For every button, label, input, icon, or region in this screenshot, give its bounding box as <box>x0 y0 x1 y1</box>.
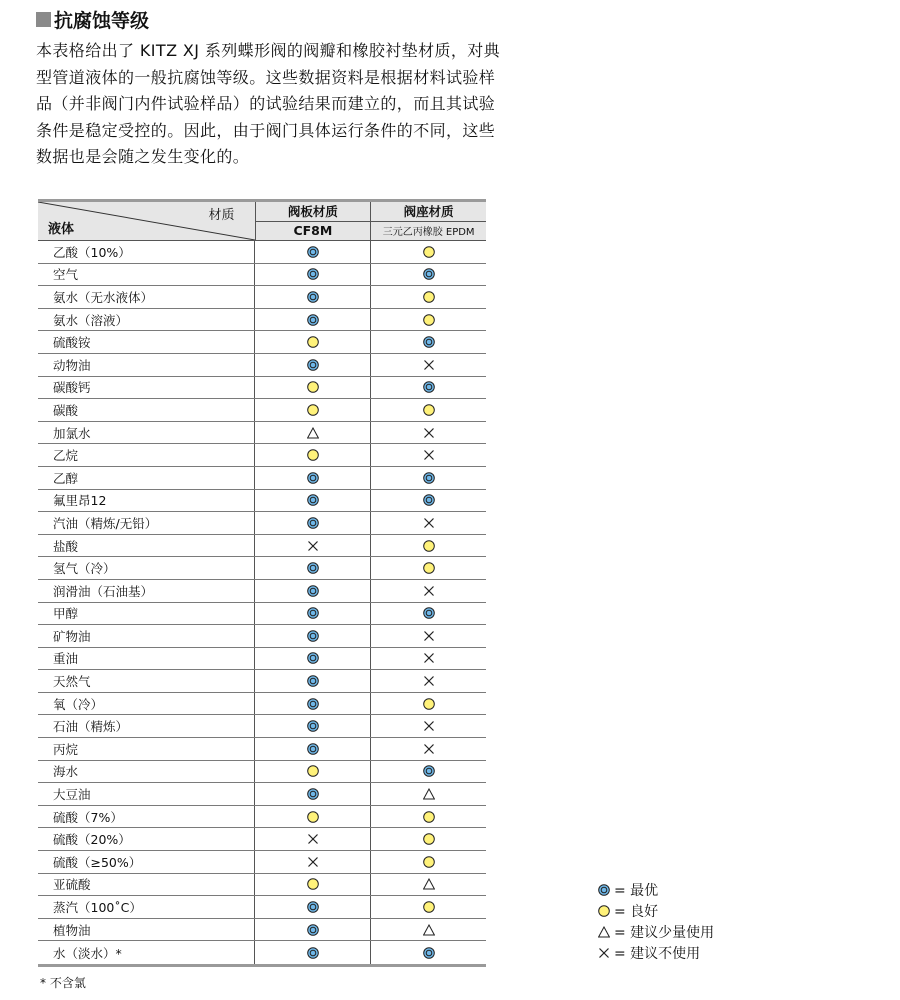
disc-rating-cell <box>255 354 371 376</box>
good-rating-icon <box>307 765 319 777</box>
liquid-name-cell: 蒸汽（100˚C） <box>38 896 255 918</box>
intro-paragraph <box>36 38 616 171</box>
table-row <box>38 557 486 580</box>
liquid-name-cell: 水（淡水）* <box>38 941 255 964</box>
best-rating-icon <box>307 743 319 755</box>
disc-rating-cell <box>255 625 371 647</box>
best-rating-icon <box>307 494 319 506</box>
liquid-name-cell: 甲醇 <box>38 603 255 625</box>
table-row <box>38 354 486 377</box>
disc-rating-cell <box>255 286 371 308</box>
good-rating-icon <box>423 562 435 574</box>
disc-rating-cell <box>255 941 371 964</box>
liquid-name-cell: 丙烷 <box>38 738 255 760</box>
disc-rating-cell <box>255 490 371 512</box>
table-header <box>38 202 486 241</box>
seat-rating-cell <box>371 286 486 308</box>
best-rating-icon <box>307 291 319 303</box>
best-rating-icon <box>307 268 319 280</box>
best-rating-icon <box>307 585 319 597</box>
seat-rating-cell <box>371 444 486 466</box>
not-recommended-icon <box>423 720 435 732</box>
disc-rating-cell <box>255 693 371 715</box>
seat-rating-cell <box>371 377 486 399</box>
best-rating-icon <box>307 720 319 732</box>
good-rating-icon <box>423 856 435 868</box>
intro-line: 品（并非阀门内件试验样品）的试验结果而建立的，而且其试验 <box>36 94 496 113</box>
good-rating-icon <box>307 404 319 416</box>
liquid-name-cell: 硫酸铵 <box>38 331 255 353</box>
liquid-name-cell: 乙烷 <box>38 444 255 466</box>
liquid-name-cell: 润滑油（石油基） <box>38 580 255 602</box>
best-rating-icon <box>307 607 319 619</box>
best-rating-icon <box>598 884 610 896</box>
table-row <box>38 715 486 738</box>
header-corner-cell <box>38 202 256 240</box>
liquid-name-cell: 亚硫酸 <box>38 874 255 896</box>
table-row <box>38 919 486 942</box>
intro-line: 数据也是会随之发生变化的。 <box>36 147 250 166</box>
section-title <box>36 6 149 33</box>
header-seat-column <box>371 202 486 240</box>
seat-rating-cell <box>371 580 486 602</box>
good-rating-icon <box>307 449 319 461</box>
table-row <box>38 422 486 445</box>
seat-rating-cell <box>371 603 486 625</box>
good-rating-icon <box>307 811 319 823</box>
table-row <box>38 535 486 558</box>
seat-rating-cell <box>371 422 486 444</box>
liquid-name-cell: 大豆油 <box>38 783 255 805</box>
limited-rating-icon <box>423 788 435 800</box>
disc-rating-cell <box>255 738 371 760</box>
good-rating-icon <box>307 336 319 348</box>
best-rating-icon <box>307 947 319 959</box>
liquid-name-cell: 氨水（无水液体） <box>38 286 255 308</box>
seat-rating-cell <box>371 354 486 376</box>
liquid-name-cell: 氢气（冷） <box>38 557 255 579</box>
table-row <box>38 580 486 603</box>
seat-rating-cell <box>371 806 486 828</box>
seat-rating-cell <box>371 241 486 263</box>
table-row <box>38 603 486 626</box>
best-rating-icon <box>423 472 435 484</box>
table-row <box>38 444 486 467</box>
intro-line: 本表格给出了 KITZ XJ 系列蝶形阀的阀瓣和橡胶衬垫材质，对典 <box>36 41 501 60</box>
header-seat-title: 阀座材质 <box>371 202 486 222</box>
table-row <box>38 377 486 400</box>
header-disc-sub: CF8M <box>293 223 333 239</box>
table-row <box>38 738 486 761</box>
not-recommended-icon <box>598 947 610 959</box>
disc-rating-cell <box>255 535 371 557</box>
seat-rating-cell <box>371 738 486 760</box>
disc-rating-cell <box>255 512 371 534</box>
intro-line: 型管道液体的一般抗腐蚀等级。这些数据资料是根据材料试验样 <box>36 67 496 87</box>
good-rating-icon <box>423 314 435 326</box>
liquid-name-cell: 硫酸（20%） <box>38 828 255 850</box>
best-rating-icon <box>423 268 435 280</box>
not-recommended-icon <box>423 585 435 597</box>
seat-rating-cell <box>371 919 486 941</box>
not-recommended-icon <box>423 630 435 642</box>
liquid-name-cell: 乙醇 <box>38 467 255 489</box>
disc-rating-cell <box>255 896 371 918</box>
good-rating-icon <box>423 404 435 416</box>
table-row <box>38 874 486 897</box>
disc-rating-cell <box>255 806 371 828</box>
liquid-name-cell: 氧（冷） <box>38 693 255 715</box>
table-row <box>38 399 486 422</box>
seat-rating-cell <box>371 761 486 783</box>
table-row <box>38 490 486 513</box>
good-rating-icon <box>423 540 435 552</box>
best-rating-icon <box>307 652 319 664</box>
seat-rating-cell <box>371 535 486 557</box>
liquid-name-cell: 天然气 <box>38 670 255 692</box>
limited-rating-icon <box>423 924 435 936</box>
best-rating-icon <box>307 314 319 326</box>
disc-rating-cell <box>255 670 371 692</box>
seat-rating-cell <box>371 941 486 964</box>
liquid-name-cell: 海水 <box>38 761 255 783</box>
disc-rating-cell <box>255 444 371 466</box>
disc-rating-cell <box>255 828 371 850</box>
disc-rating-cell <box>255 761 371 783</box>
not-recommended-icon <box>423 652 435 664</box>
seat-rating-cell <box>371 693 486 715</box>
table-row <box>38 512 486 535</box>
liquid-name-cell: 空气 <box>38 264 255 286</box>
disc-rating-cell <box>255 331 371 353</box>
table-row <box>38 264 486 287</box>
liquid-name-cell: 盐酸 <box>38 535 255 557</box>
good-rating-icon <box>307 878 319 890</box>
not-recommended-icon <box>423 449 435 461</box>
seat-rating-cell <box>371 896 486 918</box>
good-rating-icon <box>423 811 435 823</box>
best-rating-icon <box>307 517 319 529</box>
square-bullet-icon <box>36 12 51 27</box>
best-rating-icon <box>423 765 435 777</box>
disc-rating-cell <box>255 715 371 737</box>
best-rating-icon <box>423 336 435 348</box>
table-row <box>38 309 486 332</box>
seat-rating-cell <box>371 490 486 512</box>
seat-rating-cell <box>371 625 486 647</box>
seat-rating-cell <box>371 874 486 896</box>
seat-rating-cell <box>371 828 486 850</box>
not-recommended-icon <box>423 517 435 529</box>
best-rating-icon <box>307 359 319 371</box>
liquid-name-cell: 矿物油 <box>38 625 255 647</box>
legend-label: = 最优 <box>614 882 659 899</box>
table-row <box>38 761 486 784</box>
liquid-name-cell: 植物油 <box>38 919 255 941</box>
not-recommended-icon <box>423 427 435 439</box>
header-material-label: 材质 <box>208 208 235 223</box>
disc-rating-cell <box>255 557 371 579</box>
table-row <box>38 693 486 716</box>
liquid-name-cell: 重油 <box>38 648 255 670</box>
best-rating-icon <box>423 381 435 393</box>
table-row <box>38 648 486 671</box>
intro-line: 条件是稳定受控的。因此，由于阀门具体运行条件的不同，这些 <box>36 120 496 140</box>
table-row <box>38 625 486 648</box>
legend-item <box>598 921 714 942</box>
liquid-name-cell: 乙酸（10%） <box>38 241 255 263</box>
good-rating-icon <box>598 905 610 917</box>
section-title-text: 抗腐蚀等级 <box>54 10 150 32</box>
table-row <box>38 286 486 309</box>
disc-rating-cell <box>255 309 371 331</box>
good-rating-icon <box>423 833 435 845</box>
disc-rating-cell <box>255 874 371 896</box>
legend <box>598 879 714 963</box>
disc-rating-cell <box>255 919 371 941</box>
table-row <box>38 851 486 874</box>
liquid-name-cell: 石油（精炼） <box>38 715 255 737</box>
disc-rating-cell <box>255 648 371 670</box>
not-recommended-icon <box>423 359 435 371</box>
disc-rating-cell <box>255 399 371 421</box>
seat-rating-cell <box>371 264 486 286</box>
best-rating-icon <box>307 562 319 574</box>
table-row <box>38 241 486 264</box>
good-rating-icon <box>423 291 435 303</box>
limited-rating-icon <box>598 926 610 938</box>
legend-label: = 建议不使用 <box>614 945 701 962</box>
limited-rating-icon <box>423 878 435 890</box>
seat-rating-cell <box>371 331 486 353</box>
not-recommended-icon <box>307 540 319 552</box>
disc-rating-cell <box>255 851 371 873</box>
best-rating-icon <box>307 788 319 800</box>
seat-rating-cell <box>371 512 486 534</box>
liquid-name-cell: 硫酸（7%） <box>38 806 255 828</box>
header-disc-title: 阀板材质 <box>256 202 371 222</box>
not-recommended-icon <box>307 856 319 868</box>
disc-rating-cell <box>255 241 371 263</box>
best-rating-icon <box>423 947 435 959</box>
footnote: * 不含氯 <box>40 976 86 990</box>
best-rating-icon <box>307 675 319 687</box>
best-rating-icon <box>423 494 435 506</box>
good-rating-icon <box>423 246 435 258</box>
disc-rating-cell <box>255 580 371 602</box>
liquid-name-cell: 氨水（溶液） <box>38 309 255 331</box>
best-rating-icon <box>307 630 319 642</box>
not-recommended-icon <box>423 675 435 687</box>
not-recommended-icon <box>307 833 319 845</box>
disc-rating-cell <box>255 783 371 805</box>
liquid-name-cell: 动物油 <box>38 354 255 376</box>
corrosion-table <box>38 199 486 967</box>
header-disc-column <box>256 202 372 240</box>
good-rating-icon <box>423 698 435 710</box>
table-row <box>38 467 486 490</box>
best-rating-icon <box>307 698 319 710</box>
seat-rating-cell <box>371 783 486 805</box>
table-row <box>38 806 486 829</box>
not-recommended-icon <box>423 743 435 755</box>
best-rating-icon <box>307 472 319 484</box>
seat-rating-cell <box>371 851 486 873</box>
header-seat-sub: 三元乙丙橡胶 EPDM <box>382 227 475 239</box>
table-row <box>38 828 486 851</box>
seat-rating-cell <box>371 309 486 331</box>
seat-rating-cell <box>371 399 486 421</box>
best-rating-icon <box>307 246 319 258</box>
legend-label: = 建议少量使用 <box>614 924 715 941</box>
seat-rating-cell <box>371 670 486 692</box>
disc-rating-cell <box>255 603 371 625</box>
disc-rating-cell <box>255 377 371 399</box>
legend-label: = 良好 <box>614 903 659 920</box>
table-body <box>38 241 486 964</box>
seat-rating-cell <box>371 467 486 489</box>
legend-item <box>598 879 714 900</box>
table-row <box>38 331 486 354</box>
best-rating-icon <box>307 901 319 913</box>
best-rating-icon <box>307 924 319 936</box>
liquid-name-cell: 加氯水 <box>38 422 255 444</box>
good-rating-icon <box>423 901 435 913</box>
liquid-name-cell: 汽油（精炼/无铅） <box>38 512 255 534</box>
seat-rating-cell <box>371 557 486 579</box>
liquid-name-cell: 碳酸钙 <box>38 377 255 399</box>
seat-rating-cell <box>371 715 486 737</box>
legend-item <box>598 900 714 921</box>
legend-item <box>598 942 714 963</box>
liquid-name-cell: 硫酸（≥50%） <box>38 851 255 873</box>
good-rating-icon <box>307 381 319 393</box>
table-row <box>38 896 486 919</box>
limited-rating-icon <box>307 427 319 439</box>
liquid-name-cell: 碳酸 <box>38 399 255 421</box>
seat-rating-cell <box>371 648 486 670</box>
table-row <box>38 670 486 693</box>
best-rating-icon <box>423 607 435 619</box>
liquid-name-cell: 氟里昂12 <box>38 490 255 512</box>
header-liquid-label: 液体 <box>48 222 75 237</box>
table-row <box>38 783 486 806</box>
disc-rating-cell <box>255 422 371 444</box>
disc-rating-cell <box>255 264 371 286</box>
table-row <box>38 941 486 964</box>
disc-rating-cell <box>255 467 371 489</box>
